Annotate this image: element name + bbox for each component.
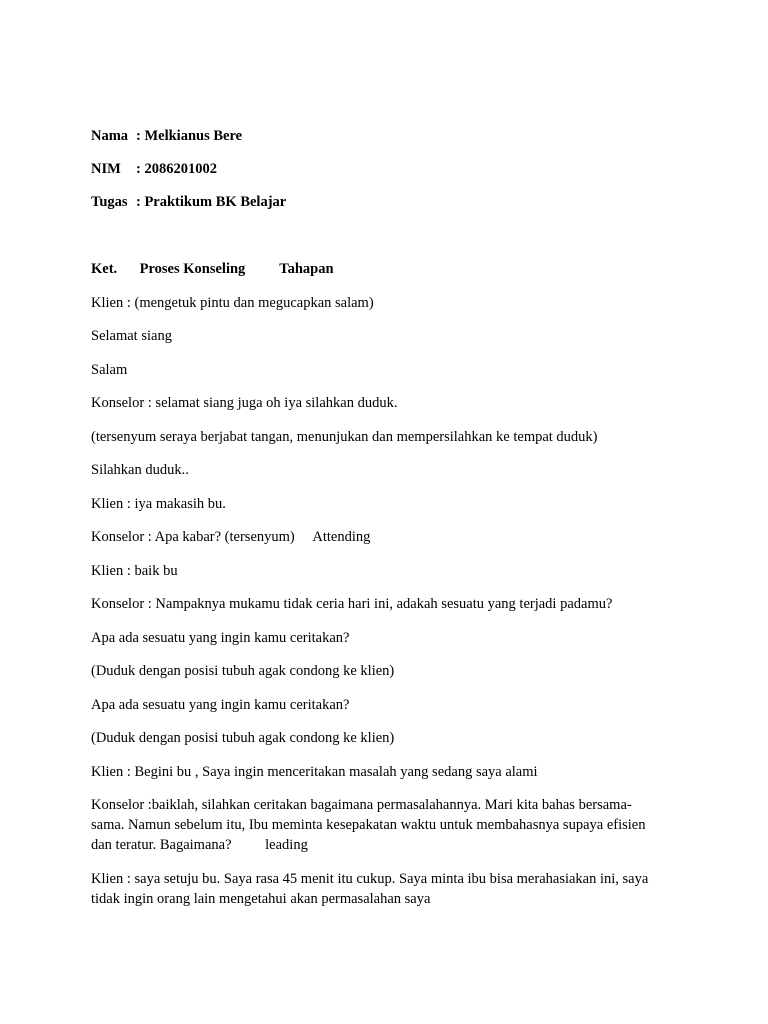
header-ket: Ket. bbox=[91, 261, 118, 277]
dialog-line: Klien : Begini bu , Saya ingin menceritakan masalah yang sedang saya alami bbox=[91, 763, 538, 780]
dialog-line: (Duduk dengan posisi tubuh agak condong ke klien) bbox=[91, 730, 395, 746]
leading-line-1: Konselor :baiklah, silahkan ceritakan bagaimana permasalahannya. Mari kita bahas bersama- bbox=[91, 797, 632, 813]
leading-line-3-row bbox=[91, 835, 691, 855]
dialog-line: Konselor : selamat siang juga oh iya silahkan duduk. bbox=[91, 395, 398, 411]
nim-label: NIM bbox=[91, 161, 121, 177]
dialog-line: Konselor : Nampaknya mukamu tidak ceria hari ini, adakah sesuatu yang terjadi padamu? bbox=[91, 596, 613, 612]
nama-row bbox=[91, 126, 691, 146]
dialog-line: Klien : iya makasih bu. bbox=[91, 495, 226, 512]
last-paragraph bbox=[91, 869, 691, 909]
dialog-line: Selamat siang bbox=[91, 328, 172, 344]
dialog-line: Apa ada sesuatu yang ingin kamu ceritakan? bbox=[91, 629, 350, 646]
tugas-label: Tugas bbox=[91, 194, 128, 210]
nim-value: : 2086201002 bbox=[136, 161, 217, 177]
attending-text: Konselor : Apa kabar? (tersenyum) bbox=[91, 529, 295, 545]
dialog-line: Salam bbox=[91, 361, 128, 378]
last-line-1: Klien : saya setuju bu. Saya rasa 45 menit itu cukup. Saya minta ibu bisa merahasiakan ini, saya bbox=[91, 870, 649, 887]
table-header bbox=[91, 259, 691, 279]
nim-row bbox=[91, 159, 691, 179]
leading-tag: leading bbox=[265, 837, 308, 853]
attending-line bbox=[91, 527, 691, 547]
leading-line-3: dan teratur. Bagaimana? bbox=[91, 837, 232, 853]
leading-paragraph bbox=[91, 795, 691, 855]
attending-tag: Attending bbox=[312, 529, 371, 545]
nama-label: Nama bbox=[91, 128, 129, 144]
dialog-line: (tersenyum seraya berjabat tangan, menunjukan dan mempersilahkan ke tempat duduk) bbox=[91, 428, 598, 445]
dialog-line: Klien : baik bu bbox=[91, 562, 178, 579]
dialog-line: (Duduk dengan posisi tubuh agak condong ke klien) bbox=[91, 663, 395, 679]
header-tahapan: Tahapan bbox=[279, 261, 334, 277]
header-proses-konseling: Proses Konseling bbox=[139, 261, 246, 277]
dialog-line: Apa ada sesuatu yang ingin kamu ceritakan? bbox=[91, 696, 350, 713]
leading-line-2: sama. Namun sebelum itu, Ibu meminta kesepakatan waktu untuk membahasnya supaya efisien bbox=[91, 817, 646, 833]
tugas-value: : Praktikum BK Belajar bbox=[136, 194, 287, 210]
dialog-line: Klien : (mengetuk pintu dan megucapkan salam) bbox=[91, 294, 374, 311]
last-line-2: tidak ingin orang lain mengetahui akan permasalahan saya bbox=[91, 890, 431, 907]
tugas-row bbox=[91, 192, 691, 212]
nama-value: : Melkianus Bere bbox=[136, 128, 243, 144]
dialog-line: Silahkan duduk.. bbox=[91, 462, 189, 478]
document-page bbox=[91, 126, 691, 922]
